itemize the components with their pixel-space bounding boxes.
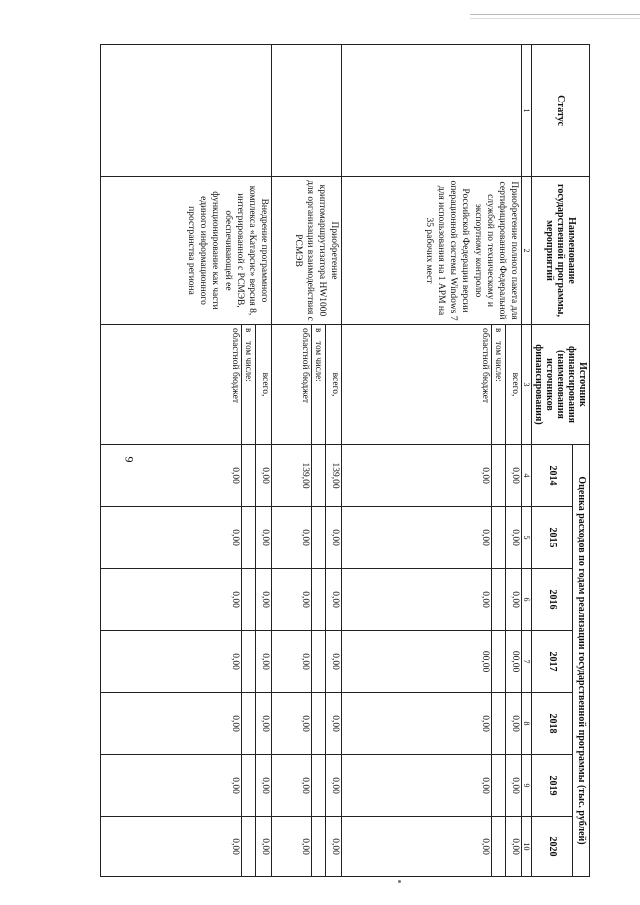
source-regional-label: областной бюджет (101, 325, 242, 445)
source-in-prefix: в (314, 328, 324, 333)
source-total-label: всего, (506, 325, 522, 445)
column-number: 3 (522, 325, 532, 445)
column-number: 6 (522, 569, 532, 631)
empty-cell (492, 445, 506, 507)
column-number: 2 (522, 177, 532, 325)
header-name: Наименование государственной программы, мероприятий (532, 177, 590, 325)
total-value: 0,00 (256, 569, 272, 631)
regional-value: 0,00 (101, 569, 242, 631)
regional-value: 0,00 (272, 755, 312, 817)
total-value: 0,00 (506, 445, 522, 507)
column-number: 1 (522, 45, 532, 177)
regional-value: 0,00 (342, 569, 492, 631)
regional-value: 0,00 (101, 445, 242, 507)
header-year: 2020 (532, 817, 573, 877)
regional-value: 0,00 (342, 507, 492, 569)
scan-top-rule (470, 18, 640, 19)
header-year: 2014 (532, 445, 573, 507)
regional-value: 0,00 (342, 445, 492, 507)
empty-cell (242, 507, 256, 569)
empty-cell (492, 631, 506, 693)
header-year: 2018 (532, 693, 573, 755)
empty-cell (242, 445, 256, 507)
empty-cell (312, 445, 326, 507)
measure-name: Приобретение полного пакета для сертифицированной Федеральной службой по техническому и экспортному контролю Российской Федерации версии операционной системы Windows 7 для использования на 1 АРМ на 35 рабочих мест (342, 177, 522, 325)
regional-value: 00,00 (342, 631, 492, 693)
total-value: 0,00 (326, 507, 342, 569)
source-including-label (492, 325, 506, 445)
budget-table (100, 44, 590, 877)
source-including-text: том числе: (314, 341, 324, 382)
total-value: 00,00 (506, 631, 522, 693)
rotated-table-container (102, 44, 590, 876)
column-number: 7 (522, 631, 532, 693)
measure-name: Внедрение программного комплекса «Катарсис» версия 8, интегрированной с РСМЭВ, обеспечивающей ее функционирование как части единого информационного пространства региона (101, 177, 272, 325)
source-including-text: том числе: (494, 341, 504, 382)
total-value: 0,00 (256, 693, 272, 755)
empty-cell (492, 817, 506, 877)
regional-value: 0,00 (272, 693, 312, 755)
page-number: 9 (122, 456, 137, 463)
total-value: 0,00 (506, 507, 522, 569)
total-value: 0,00 (256, 507, 272, 569)
regional-value: 0,00 (101, 817, 242, 877)
total-value: 0,00 (326, 755, 342, 817)
source-total-label: всего, (326, 325, 342, 445)
total-value: 0,00 (506, 569, 522, 631)
total-value: 0,00 (256, 631, 272, 693)
regional-value: 0,00 (342, 693, 492, 755)
source-in-prefix: в (494, 328, 504, 333)
header-source: Источник финансирования (наименования источников финансирования) (532, 325, 590, 445)
measure-name: Приобретение криптомаршрутизатора HW1000 для организации взаимодействия с РСМЭВ (272, 177, 342, 325)
empty-cell (242, 631, 256, 693)
empty-cell (492, 507, 506, 569)
regional-value: 0,00 (272, 507, 312, 569)
column-number: 4 (522, 445, 532, 507)
status-cell (272, 45, 342, 177)
empty-cell (242, 755, 256, 817)
empty-cell (312, 569, 326, 631)
regional-value: 0,00 (272, 631, 312, 693)
regional-value: 0,00 (101, 693, 242, 755)
empty-cell (242, 817, 256, 877)
column-number: 8 (522, 693, 532, 755)
source-including-label (242, 325, 256, 445)
regional-value: 0,00 (272, 817, 312, 877)
total-value: 0,00 (326, 817, 342, 877)
total-value: 139,00 (326, 445, 342, 507)
regional-value: 0,00 (101, 507, 242, 569)
source-total-label: всего, (256, 325, 272, 445)
source-in-prefix: в (244, 328, 254, 333)
header-year: 2019 (532, 755, 573, 817)
total-value: 0,00 (326, 693, 342, 755)
empty-cell (312, 693, 326, 755)
header-estimate: Оценка расходов по годам реализации государственной программы (тыс. рублей) (573, 445, 590, 877)
regional-value: 0,00 (101, 755, 242, 817)
regional-value: 139,00 (272, 445, 312, 507)
empty-cell (492, 569, 506, 631)
header-year: 2017 (532, 631, 573, 693)
empty-cell (492, 755, 506, 817)
empty-cell (242, 693, 256, 755)
header-year: 2015 (532, 507, 573, 569)
total-value: 0,00 (326, 631, 342, 693)
total-value: 0,00 (506, 693, 522, 755)
status-cell (342, 45, 522, 177)
scan-artifact (398, 880, 401, 883)
empty-cell (242, 569, 256, 631)
source-including-label (312, 325, 326, 445)
scan-top-rule (470, 14, 640, 15)
total-value: 0,00 (326, 569, 342, 631)
total-value: 0,00 (256, 817, 272, 877)
total-value: 0,00 (506, 755, 522, 817)
total-value: 0,00 (506, 817, 522, 877)
column-number: 5 (522, 507, 532, 569)
empty-cell (312, 507, 326, 569)
total-value: 0,00 (256, 755, 272, 817)
empty-cell (312, 755, 326, 817)
total-value: 0,00 (256, 445, 272, 507)
header-year: 2016 (532, 569, 573, 631)
regional-value: 0,00 (101, 631, 242, 693)
regional-value: 0,00 (342, 817, 492, 877)
source-including-text: том числе: (244, 341, 254, 382)
regional-value: 0,00 (342, 755, 492, 817)
column-number: 10 (522, 817, 532, 877)
source-regional-label: областной бюджет (342, 325, 492, 445)
column-number: 9 (522, 755, 532, 817)
empty-cell (312, 631, 326, 693)
source-regional-label: областной бюджет (272, 325, 312, 445)
empty-cell (492, 693, 506, 755)
empty-cell (312, 817, 326, 877)
header-status: Статус (532, 45, 590, 177)
status-cell (101, 45, 272, 177)
regional-value: 0,00 (272, 569, 312, 631)
